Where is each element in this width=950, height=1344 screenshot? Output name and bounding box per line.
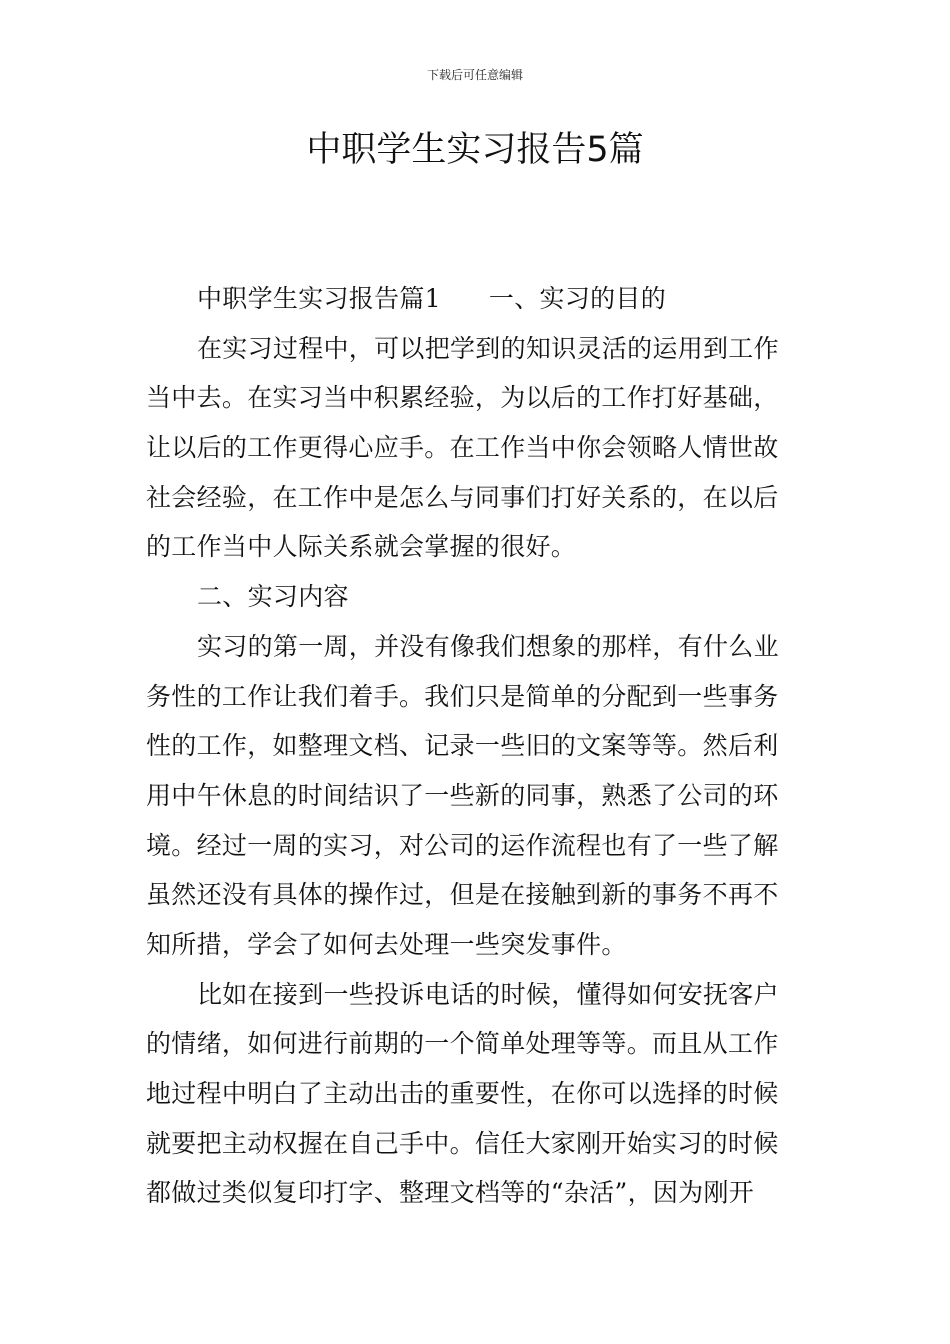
body-line: 当中去。在实习当中积累经验，为以后的工作打好基础， [146, 383, 779, 413]
body-line: 的情绪，如何进行前期的一个简单处理等等。而且从工作 [146, 1029, 779, 1059]
body-line: 务性的工作让我们着手。我们只是简单的分配到一些事务 [146, 681, 779, 711]
body-line: 二、实习内容 [197, 582, 349, 612]
body-line: 就要把主动权握在自己手中。信任大家刚开始实习的时候 [146, 1128, 779, 1158]
report-heading: 中职学生实习报告篇1 [197, 284, 441, 313]
body-line: 知所措，学会了如何去处理一些突发事件。 [146, 929, 627, 959]
body-line: 性的工作，如整理文档、记录一些旧的文案等等。然后利 [146, 731, 779, 761]
document-body [146, 274, 808, 1218]
body-line: 在实习过程中，可以把学到的知识灵活的运用到工作 [197, 333, 779, 363]
body-line: 都做过类似复印打字、整理文档等的“杂活”，因为刚开 [146, 1178, 755, 1208]
document-title: 中职学生实习报告5篇 [306, 130, 644, 170]
header-note: 下载后可任意编辑 [426, 68, 523, 82]
body-line: 境。经过一周的实习，对公司的运作流程也有了一些了解 [146, 830, 779, 860]
section-heading-line [146, 274, 808, 324]
body-line: 的工作当中人际关系就会掌握的很好。 [146, 532, 577, 562]
body-line: 社会经验，在工作中是怎么与同事们打好关系的，在以后 [146, 482, 779, 512]
body-line: 地过程中明白了主动出击的重要性，在你可以选择的时候 [146, 1079, 779, 1108]
body-line: 比如在接到一些投诉电话的时候，懂得如何安抚客户 [197, 979, 779, 1009]
body-line: 让以后的工作更得心应手。在工作当中你会领略人情世故 [146, 433, 779, 463]
body-line: 用中午休息的时间结识了一些新的同事，熟悉了公司的环 [146, 780, 779, 810]
section-heading: 一、实习的目的 [488, 284, 667, 313]
body-line: 虽然还没有具体的操作过，但是在接触到新的事务不再不 [146, 880, 779, 910]
body-line: 实习的第一周，并没有像我们想象的那样，有什么业 [197, 631, 779, 661]
